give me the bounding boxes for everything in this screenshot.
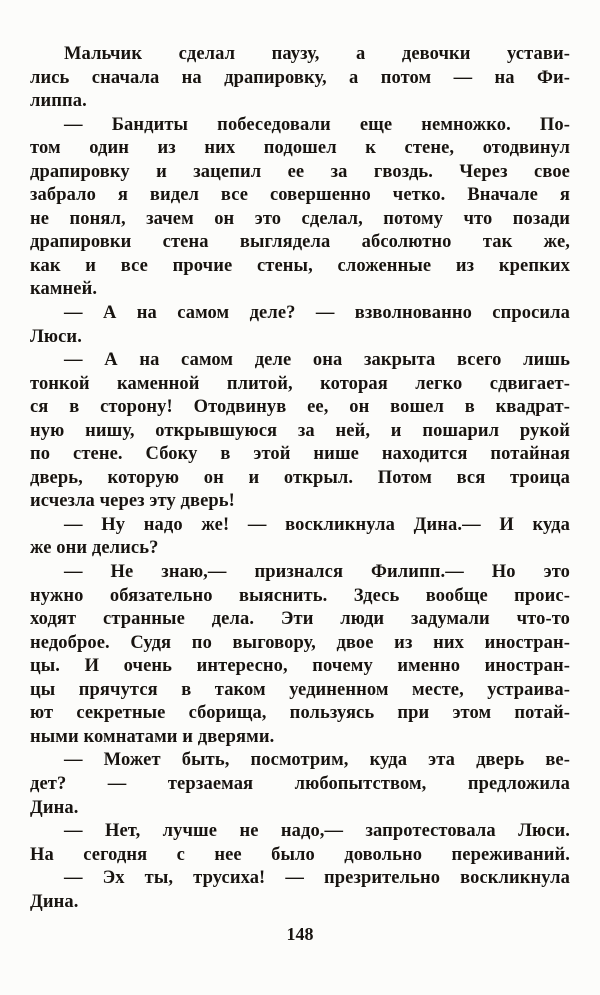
text-line: — А на самом деле она закрыта всего лишь bbox=[64, 350, 570, 371]
text-line: — Бандиты побеседовали еще немножко. По- bbox=[64, 114, 570, 135]
text-line: как и все прочие стены, сложенные из крепких bbox=[30, 255, 570, 276]
text-line: по стене. Сбоку в этой нише находится потайная bbox=[30, 444, 570, 465]
text-line: том один из них подошел к стене, отодвинул bbox=[30, 138, 570, 159]
text-line: ными комнатами и дверями. bbox=[30, 726, 275, 747]
text-line: нужно обязательно выяснить. Здесь вообще проис- bbox=[30, 585, 570, 606]
text-line: Люси. bbox=[30, 326, 82, 347]
text-line: — Может быть, посмотрим, куда эта дверь ве- bbox=[64, 750, 570, 771]
text-line: ную нишу, открывшуюся за ней, и пошарил рукой bbox=[30, 420, 570, 441]
text-line: цы прячутся в таком уединенном месте, устраива- bbox=[30, 679, 570, 700]
text-line: — Нет, лучше не надо,— запротестовала Люси. bbox=[64, 821, 570, 842]
page-number: 148 bbox=[286, 924, 314, 944]
text-line: лись сначала на драпировку, а потом — на Фи- bbox=[30, 67, 570, 88]
text-line: — Не знаю,— признался Филипп.— Но это bbox=[64, 562, 570, 583]
text-line: тонкой каменной плитой, которая легко сдвигает- bbox=[30, 373, 570, 394]
text-line: цы. И очень интересно, почему именно иностран- bbox=[30, 656, 570, 677]
text-block bbox=[30, 43, 570, 914]
text-line: дверь, которую он и открыл. Потом вся троица bbox=[30, 467, 570, 488]
text-line: забрало я видел все совершенно четко. Вначале я bbox=[30, 185, 570, 206]
text-line: ходят странные дела. Эти люди задумали что-то bbox=[30, 609, 570, 630]
text-line: Дина. bbox=[30, 797, 79, 818]
text-line: На сегодня с нее было довольно переживаний. bbox=[30, 844, 570, 865]
text-line: не понял, зачем он это сделал, потому что позади bbox=[30, 208, 570, 229]
text-line: Мальчик сделал паузу, а девочки устави- bbox=[64, 44, 570, 64]
text-line: недоброе. Судя по выговору, двое из них иностран- bbox=[30, 632, 570, 653]
text-line: же они делись? bbox=[30, 538, 159, 559]
text-line: драпировки стена выглядела абсолютно так же, bbox=[30, 232, 570, 253]
text-line: дет? — терзаемая любопытством, предложила bbox=[30, 773, 570, 794]
text-line: — Ну надо же! — воскликнула Дина.— И куда bbox=[64, 514, 570, 535]
text-line: липпа. bbox=[30, 91, 87, 112]
text-line: — А на самом деле? — взволнованно спросила bbox=[64, 303, 570, 324]
text-line: камней. bbox=[30, 279, 98, 300]
text-line: — Эх ты, трусиха! — презрительно воскликнула bbox=[64, 868, 570, 889]
text-line: ют секретные сборища, пользуясь при этом потай- bbox=[30, 703, 570, 724]
text-line: драпировку и зацепил ее за гвоздь. Через свое bbox=[30, 161, 570, 182]
text-line: Дина. bbox=[30, 891, 79, 912]
text-line: ся в сторону! Отодвинув ее, он вошел в квадрат- bbox=[30, 397, 570, 418]
text-line: исчезла через эту дверь! bbox=[30, 491, 235, 512]
